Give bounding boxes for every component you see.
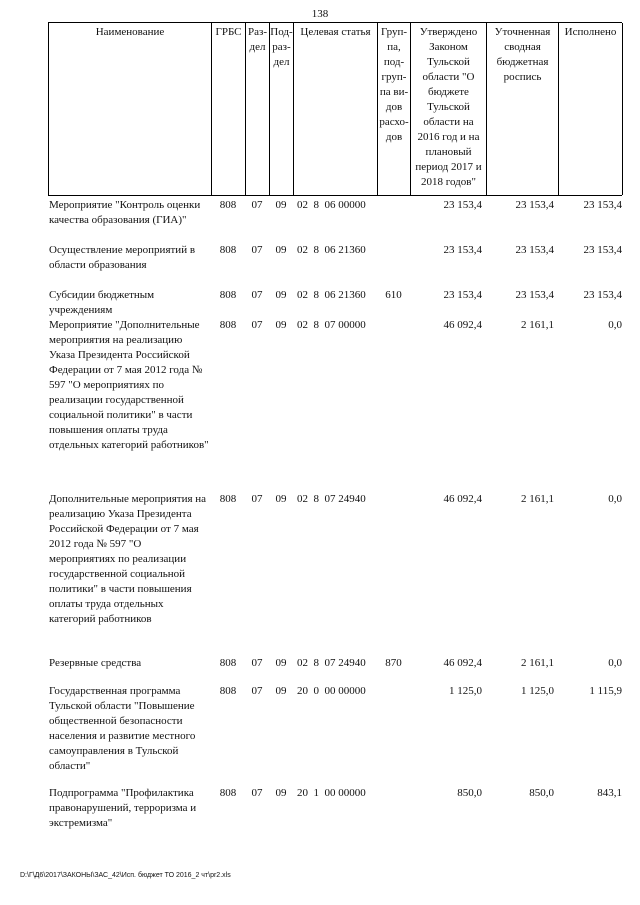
row-razdel: 07 [251, 657, 263, 669]
row-utverzhdeno: 1 125,0 [449, 685, 482, 697]
row-gruppa [377, 684, 410, 786]
row-utochnennaya: 23 153,4 [515, 289, 554, 301]
row-podrazdel: 09 [275, 289, 287, 301]
row-name: Государственная программа Тульской области "Повышение общественной безопасности населения и развитие местного самоуправления в Тульской области" [49, 685, 196, 772]
row-podrazdel: 09 [275, 244, 287, 256]
row-name: Резервные средства [49, 657, 142, 669]
row-razdel: 07 [251, 787, 263, 799]
row-utochnennaya: 2 161,1 [521, 319, 554, 331]
row-razdel: 07 [251, 493, 263, 505]
row-utverzhdeno: 46 092,4 [443, 657, 482, 669]
table-row [48, 198, 622, 243]
table-row [48, 684, 622, 786]
row-ispolneno: 1 115,9 [589, 685, 622, 697]
row-razdel: 07 [251, 319, 263, 331]
row-ispolneno: 843,1 [597, 787, 622, 799]
row-name: Подпрограмма "Профилактика правонарушений, терроризма и экстремизма" [49, 787, 197, 829]
header-name: Наименование [49, 23, 212, 195]
header-utochnennaya: Уточненная сводная бюджетная роспись [487, 23, 559, 195]
row-utochnennaya: 23 153,4 [515, 244, 554, 256]
row-podrazdel: 09 [275, 319, 287, 331]
row-ispolneno: 23 153,4 [583, 199, 622, 211]
row-ispolneno: 0,0 [608, 657, 622, 669]
row-gruppa [377, 243, 410, 288]
row-name: Субсидии бюджетным учреждениям [49, 289, 155, 316]
row-gruppa [377, 198, 410, 243]
header-utverzhdeno: Утверждено Законом Тульской области "О бюджете Тульской области на 2016 год и на плановый период 2017 и 2018 годов" [411, 23, 487, 195]
row-utverzhdeno: 23 153,4 [443, 199, 482, 211]
row-grbs: 808 [219, 657, 237, 669]
row-gruppa [377, 786, 410, 836]
row-grbs: 808 [219, 787, 237, 799]
table-row [48, 288, 622, 318]
row-utverzhdeno: 23 153,4 [443, 244, 482, 256]
row-razdel: 07 [251, 244, 263, 256]
row-grbs: 808 [219, 289, 237, 301]
row-utverzhdeno: 46 092,4 [443, 319, 482, 331]
table-row [48, 786, 622, 836]
row-podrazdel: 09 [275, 493, 287, 505]
row-podrazdel: 09 [275, 199, 287, 211]
row-celevaya: 02 8 06 21360 [297, 244, 366, 256]
header-ispolneno: Исполнено [559, 23, 623, 195]
header-gruppa: Груп- па, под- груп- па ви- дов расхо- дов [378, 23, 411, 195]
row-grbs: 808 [219, 685, 237, 697]
row-grbs: 808 [219, 493, 237, 505]
row-name: Осуществление мероприятий в области образования [49, 244, 196, 271]
table-body [48, 198, 622, 836]
row-name: Мероприятие "Дополнительные мероприятия на реализацию Указа Президента Российской Федерации от 7 мая 2012 года № 597 "О мероприятиях по реализации государственной социальной политики" в части повышения оплаты труда отдельных категорий работников" [49, 319, 209, 451]
row-utochnennaya: 850,0 [529, 787, 554, 799]
row-gruppa: 870 [385, 657, 402, 669]
page-number: 138 [311, 8, 329, 20]
row-razdel: 07 [251, 685, 263, 697]
header-razdel: Раз- дел [246, 23, 270, 195]
row-podrazdel: 09 [275, 685, 287, 697]
table-header [48, 22, 622, 196]
row-razdel: 07 [251, 199, 263, 211]
row-ispolneno: 0,0 [608, 319, 622, 331]
row-grbs: 808 [219, 199, 237, 211]
row-ispolneno: 0,0 [608, 493, 622, 505]
row-celevaya: 02 8 07 00000 [297, 319, 366, 331]
table-row [48, 243, 622, 288]
footer-file-path: D:\Г\Д6\2017\ЗАКОНЫ\ЗАС_42\Исп. бюджет ТО 2016_2 чт\pr2.xls [20, 872, 231, 879]
header-grbs: ГРБС [212, 23, 246, 195]
row-gruppa [377, 318, 410, 492]
row-celevaya: 02 8 06 00000 [297, 199, 366, 211]
row-grbs: 808 [219, 244, 237, 256]
row-utochnennaya: 1 125,0 [521, 685, 554, 697]
row-utverzhdeno: 46 092,4 [443, 493, 482, 505]
row-celevaya: 02 8 07 24940 [297, 493, 366, 505]
row-utverzhdeno: 23 153,4 [443, 289, 482, 301]
row-celevaya: 20 1 00 00000 [297, 787, 366, 799]
row-razdel: 07 [251, 289, 263, 301]
row-podrazdel: 09 [275, 787, 287, 799]
row-celevaya: 02 8 07 24940 [297, 657, 366, 669]
row-gruppa [377, 492, 410, 656]
row-podrazdel: 09 [275, 657, 287, 669]
header-podrazdel: Под- раз- дел [270, 23, 294, 195]
row-name: Мероприятие "Контроль оценки качества образования (ГИА)" [49, 199, 201, 226]
row-grbs: 808 [219, 319, 237, 331]
row-utochnennaya: 2 161,1 [521, 657, 554, 669]
row-utochnennaya: 2 161,1 [521, 493, 554, 505]
table-row [48, 492, 622, 656]
table-row [48, 318, 622, 492]
row-ispolneno: 23 153,4 [583, 244, 622, 256]
row-celevaya: 20 0 00 00000 [297, 685, 366, 697]
row-utochnennaya: 23 153,4 [515, 199, 554, 211]
row-utverzhdeno: 850,0 [457, 787, 482, 799]
table-row [48, 656, 622, 684]
row-gruppa: 610 [385, 289, 402, 301]
header-celevaya: Целевая статья [294, 23, 378, 195]
row-name: Дополнительные мероприятия на реализацию Указа Президента Российской Федерации от 7 мая 2012 года № 597 "О мероприятиях по реализации государственной социальной политики" в части повышения оплаты труда отдельных категорий работников [49, 493, 207, 625]
row-celevaya: 02 8 06 21360 [297, 289, 366, 301]
row-ispolneno: 23 153,4 [583, 289, 622, 301]
